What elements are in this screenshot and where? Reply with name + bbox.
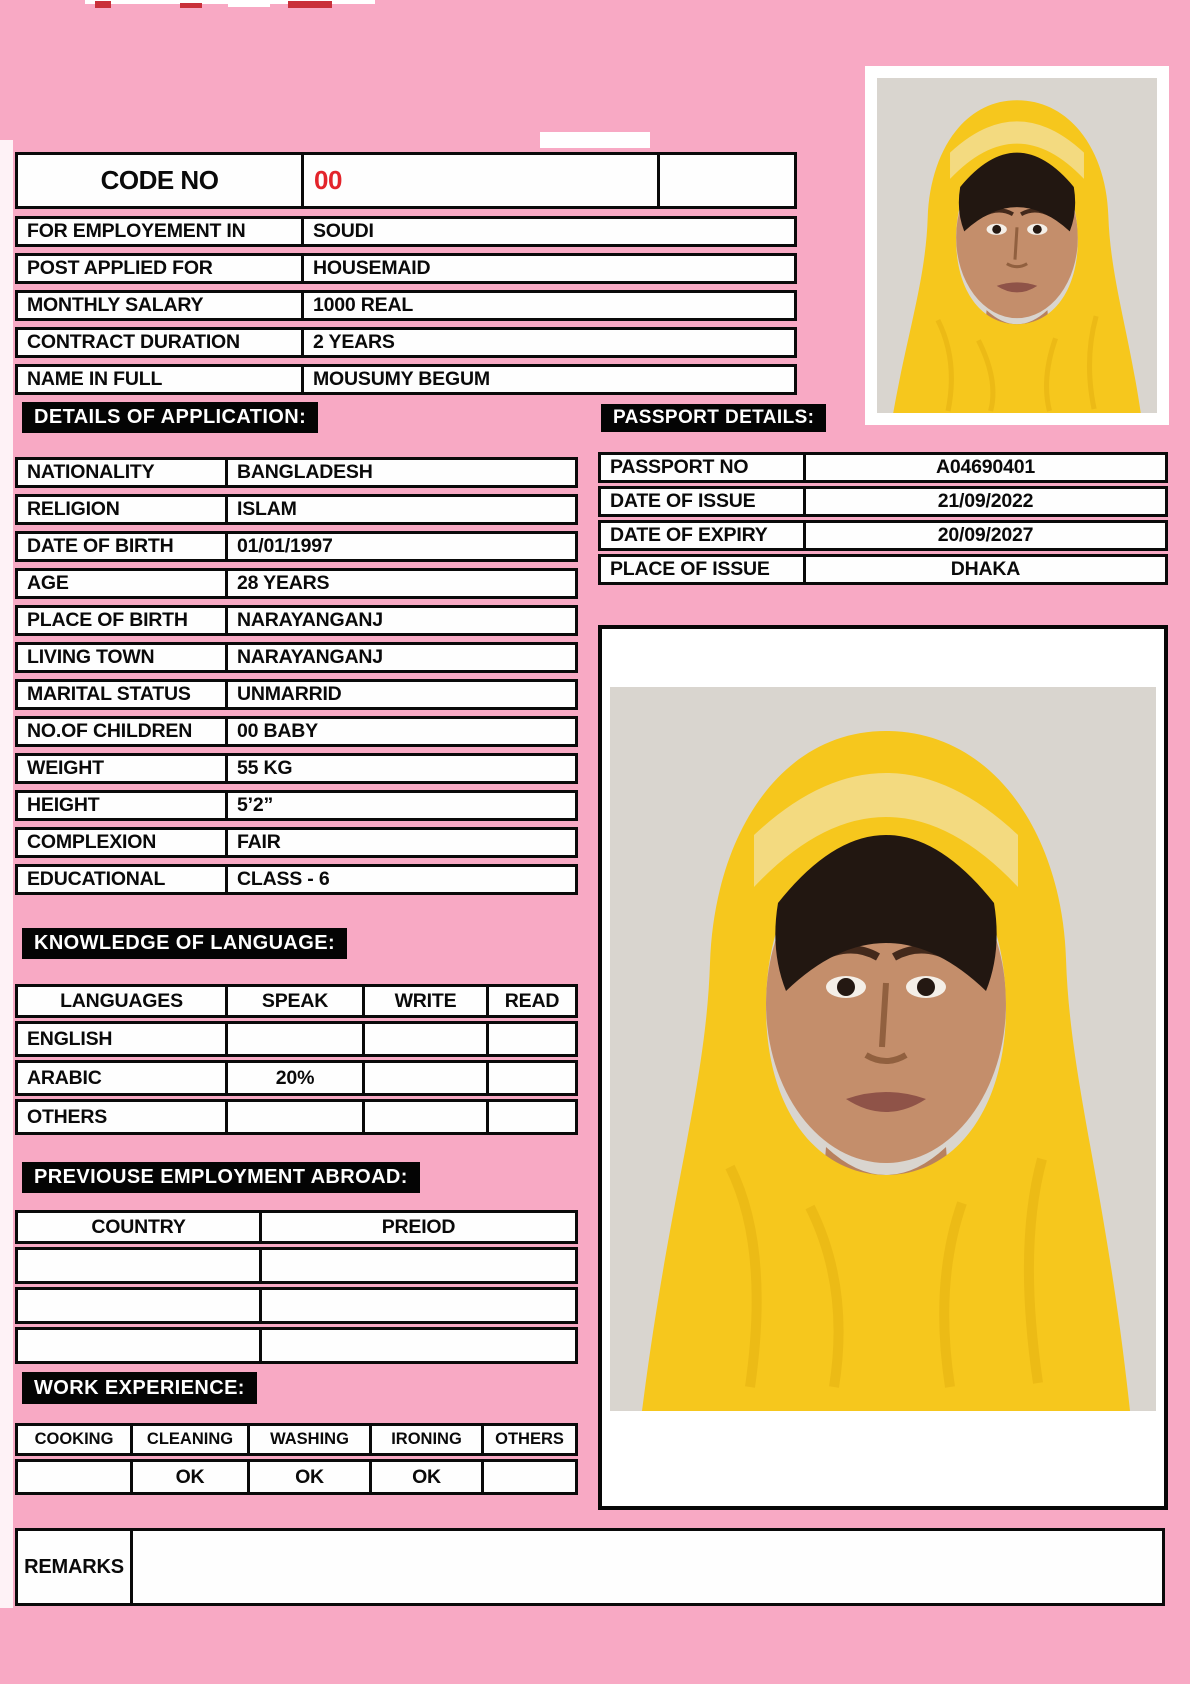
details-value: ISLAM (237, 498, 297, 520)
applicant-photo-small (865, 66, 1169, 425)
section-title-text: DETAILS OF APPLICATION: (34, 406, 307, 428)
header-label: NAME IN FULL (27, 368, 163, 390)
work-header: OTHERS (495, 1430, 564, 1448)
details-row (15, 642, 578, 673)
header-label: POST APPLIED FOR (27, 257, 213, 279)
language-speak-cell (225, 1099, 365, 1135)
code-extra-cell (657, 152, 797, 209)
details-row (15, 827, 578, 858)
work-header-row (15, 1423, 578, 1456)
work-header-cell (247, 1423, 372, 1456)
header-value-cell (301, 290, 797, 321)
section-title-employment (22, 1162, 420, 1193)
details-row (15, 753, 578, 784)
work-header: WASHING (270, 1430, 349, 1448)
details-value: CLASS - 6 (237, 868, 330, 890)
details-value: NARAYANGANJ (237, 646, 383, 668)
header-value: 2 YEARS (313, 331, 395, 353)
language-write-cell (362, 1099, 489, 1135)
header-row (15, 216, 797, 247)
work-value-cell (130, 1459, 250, 1495)
section-title-text: WORK EXPERIENCE: (34, 1376, 245, 1399)
details-row (15, 494, 578, 525)
details-row (15, 864, 578, 895)
details-label: NO.OF CHILDREN (27, 720, 193, 742)
header-value: SOUDI (313, 220, 374, 242)
details-value: 55 KG (237, 757, 293, 779)
details-row (15, 568, 578, 599)
language-header: SPEAK (261, 989, 329, 1012)
section-title-work (22, 1372, 257, 1404)
applicant-portrait-small (877, 78, 1157, 413)
language-header-cell (486, 984, 578, 1018)
details-value: 01/01/1997 (237, 535, 333, 557)
language-name: ENGLISH (27, 1027, 113, 1050)
passport-value-cell (803, 520, 1168, 551)
applicant-portrait-large (610, 687, 1156, 1411)
details-label: HEIGHT (27, 794, 100, 816)
header-table (15, 152, 797, 395)
passport-label: PLACE OF ISSUE (610, 558, 770, 580)
employment-header: COUNTRY (91, 1215, 186, 1238)
passport-label-cell (598, 554, 806, 585)
details-label: RELIGION (27, 498, 120, 520)
passport-label: PASSPORT NO (610, 456, 749, 478)
employment-header-cell (15, 1210, 262, 1244)
section-title-text: PASSPORT DETAILS: (613, 407, 815, 428)
header-label-cell (15, 290, 304, 321)
scan-artifact-red-mark (95, 1, 111, 8)
employment-country-cell (15, 1287, 262, 1324)
header-label: CONTRACT DURATION (27, 331, 240, 353)
scan-margin-artifact (0, 140, 13, 1608)
details-value-cell (225, 790, 578, 821)
work-value-cell (247, 1459, 372, 1495)
passport-row (598, 486, 1168, 517)
passport-value-cell (803, 486, 1168, 517)
details-label-cell (15, 864, 228, 895)
passport-value: 21/09/2022 (937, 490, 1034, 512)
header-code-row (15, 152, 797, 209)
header-value-cell (301, 253, 797, 284)
details-value: FAIR (237, 831, 281, 853)
remarks-row (15, 1528, 1165, 1606)
details-table (15, 457, 578, 895)
language-row (15, 1060, 578, 1096)
passport-row (598, 452, 1168, 483)
details-row (15, 679, 578, 710)
passport-label: DATE OF ISSUE (610, 490, 756, 512)
details-label-cell (15, 679, 228, 710)
header-row (15, 364, 797, 395)
work-value: OK (412, 1465, 441, 1488)
details-label: DATE OF BIRTH (27, 535, 174, 557)
passport-value-cell (803, 452, 1168, 483)
details-value: BANGLADESH (237, 461, 373, 483)
employment-row (15, 1327, 578, 1364)
details-label: PLACE OF BIRTH (27, 609, 188, 631)
section-title-passport (601, 404, 826, 432)
details-value: UNMARRID (237, 683, 342, 705)
header-value-cell (301, 364, 797, 395)
details-value-cell (225, 568, 578, 599)
header-value-cell (301, 216, 797, 247)
employment-period-cell (259, 1327, 578, 1364)
employment-header-row (15, 1210, 578, 1244)
header-label: MONTHLY SALARY (27, 294, 204, 316)
work-header-cell (130, 1423, 250, 1456)
language-name-cell (15, 1099, 228, 1135)
language-header-cell (362, 984, 489, 1018)
work-value: OK (295, 1465, 324, 1488)
scan-artifact-white-notch (228, 0, 270, 7)
language-name: ARABIC (27, 1066, 102, 1089)
details-row (15, 457, 578, 488)
header-label: FOR EMPLOYEMENT IN (27, 220, 246, 242)
details-value-cell (225, 531, 578, 562)
details-row (15, 605, 578, 636)
details-value-cell (225, 679, 578, 710)
details-label-cell (15, 642, 228, 673)
passport-label: DATE OF EXPIRY (610, 524, 768, 546)
details-label: COMPLEXION (27, 831, 157, 853)
language-write-cell (362, 1060, 489, 1096)
details-value-cell (225, 716, 578, 747)
language-read-cell (486, 1099, 578, 1135)
header-value: MOUSUMY BEGUM (313, 368, 490, 390)
header-label-cell (15, 327, 304, 358)
passport-row (598, 554, 1168, 585)
header-label-cell (15, 253, 304, 284)
details-label-cell (15, 790, 228, 821)
header-row (15, 290, 797, 321)
section-title-text: PREVIOUSE EMPLOYMENT ABROAD: (34, 1166, 408, 1188)
employment-table (15, 1210, 578, 1364)
language-header-row (15, 984, 578, 1018)
language-speak-cell (225, 1021, 365, 1057)
details-label-cell (15, 494, 228, 525)
employment-header: PREIOD (381, 1215, 456, 1238)
details-value-cell (225, 753, 578, 784)
header-label-cell (15, 364, 304, 395)
passport-label-cell (598, 452, 806, 483)
employment-period-cell (259, 1247, 578, 1284)
work-header: COOKING (34, 1430, 114, 1448)
employment-row (15, 1287, 578, 1324)
work-value-cell (481, 1459, 578, 1495)
language-header: WRITE (394, 989, 457, 1012)
details-value-cell (225, 642, 578, 673)
language-header-cell (225, 984, 365, 1018)
language-row (15, 1021, 578, 1057)
details-label-cell (15, 568, 228, 599)
work-value-cell (369, 1459, 484, 1495)
language-write-cell (362, 1021, 489, 1057)
language-row (15, 1099, 578, 1135)
remarks-label: REMARKS (24, 1555, 124, 1578)
work-header-cell (15, 1423, 133, 1456)
scan-artifact-red-mark (180, 3, 202, 8)
language-name-cell (15, 1021, 228, 1057)
language-header: LANGUAGES (60, 989, 183, 1012)
details-label-cell (15, 605, 228, 636)
code-no-label-cell (15, 152, 304, 209)
header-row (15, 253, 797, 284)
passport-label-cell (598, 520, 806, 551)
scan-artifact-white-patch (540, 132, 650, 148)
passport-table (598, 452, 1168, 585)
applicant-photo-large-frame (598, 625, 1168, 1510)
details-label: MARITAL STATUS (27, 683, 191, 705)
details-label-cell (15, 753, 228, 784)
passport-value-cell (803, 554, 1168, 585)
work-header-cell (481, 1423, 578, 1456)
details-label-cell (15, 827, 228, 858)
details-value: 5’2” (237, 794, 274, 816)
language-name: OTHERS (27, 1105, 108, 1128)
details-row (15, 531, 578, 562)
details-label: LIVING TOWN (27, 646, 155, 668)
details-value-cell (225, 864, 578, 895)
details-value-cell (225, 827, 578, 858)
language-header-cell (15, 984, 228, 1018)
details-value: 00 BABY (237, 720, 318, 742)
employment-country-cell (15, 1327, 262, 1364)
language-speak: 20% (275, 1066, 315, 1089)
language-read-cell (486, 1060, 578, 1096)
details-value-cell (225, 605, 578, 636)
code-no-label: CODE NO (100, 165, 219, 195)
header-row (15, 327, 797, 358)
remarks-label-cell (15, 1528, 133, 1606)
passport-value: DHAKA (950, 558, 1021, 580)
employment-country-cell (15, 1247, 262, 1284)
header-value: HOUSEMAID (313, 257, 431, 279)
employment-row (15, 1247, 578, 1284)
details-label: EDUCATIONAL (27, 868, 166, 890)
section-title-language (22, 928, 347, 959)
language-name-cell (15, 1060, 228, 1096)
work-header: CLEANING (146, 1430, 234, 1448)
employment-header-cell (259, 1210, 578, 1244)
work-value-cell (15, 1459, 133, 1495)
code-no-value-cell (301, 152, 660, 209)
details-label-cell (15, 716, 228, 747)
code-no-value: 00 (314, 165, 342, 195)
work-value-row (15, 1459, 578, 1495)
details-value-cell (225, 494, 578, 525)
language-read-cell (486, 1021, 578, 1057)
details-label-cell (15, 531, 228, 562)
employment-period-cell (259, 1287, 578, 1324)
section-title-details (22, 402, 318, 433)
scan-artifact-red-mark (288, 1, 332, 8)
language-speak-cell (225, 1060, 365, 1096)
passport-row (598, 520, 1168, 551)
work-header-cell (369, 1423, 484, 1456)
passport-label-cell (598, 486, 806, 517)
header-value: 1000 REAL (313, 294, 414, 316)
passport-value: 20/09/2027 (937, 524, 1034, 546)
work-value: OK (175, 1465, 205, 1488)
details-label: AGE (27, 572, 69, 594)
language-header: READ (504, 989, 560, 1012)
details-value: NARAYANGANJ (237, 609, 383, 631)
header-label-cell (15, 216, 304, 247)
details-row (15, 790, 578, 821)
remarks-value-cell (130, 1528, 1165, 1606)
section-title-text: KNOWLEDGE OF LANGUAGE: (34, 932, 336, 954)
details-label-cell (15, 457, 228, 488)
details-row (15, 716, 578, 747)
language-table (15, 984, 578, 1135)
work-header: IRONING (391, 1430, 462, 1448)
details-label: NATIONALITY (27, 461, 155, 483)
details-label: WEIGHT (27, 757, 104, 779)
work-table (15, 1423, 578, 1495)
details-value-cell (225, 457, 578, 488)
passport-value: A04690401 (935, 456, 1036, 478)
header-value-cell (301, 327, 797, 358)
details-value: 28 YEARS (237, 572, 330, 594)
